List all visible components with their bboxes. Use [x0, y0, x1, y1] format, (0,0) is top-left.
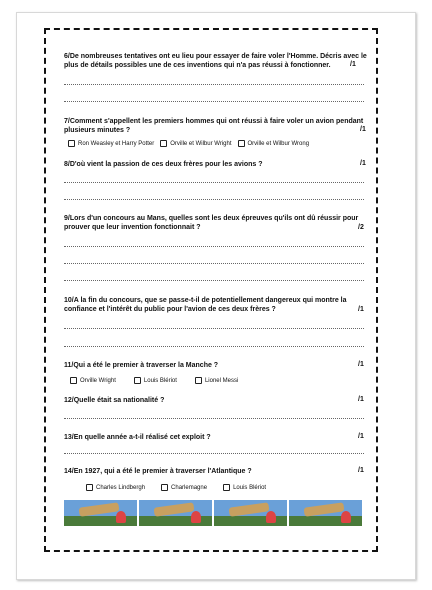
question-10: 10/A la fin du concours, que se passe-t-il de potentiellement dangereux qui montre la confiance et l'intérêt du public pour l'avion de ces deux frères ?: [64, 297, 347, 313]
option-7-1[interactable]: Ron Weasley et Harry Potter: [68, 140, 154, 147]
question-6: 6/De nombreuses tentatives ont eu lieu pour essayer de faire voler l'Homme. Décris avec le plus de détails possibles une de ces inventions qui n'a pas réussi à fonctionner.: [64, 53, 367, 69]
points-14: /1: [358, 467, 364, 474]
question-9: 9/Lors d'un concours au Mans, quelles sont les deux épreuves qu'ils ont dû réussir pour prouver que leur invention fonctionnait ?: [64, 215, 359, 231]
answer-line[interactable]: [64, 246, 364, 247]
question-11: 11/Qui a été le premier à traverser la Manche ?: [64, 362, 219, 369]
checkbox-icon[interactable]: [160, 140, 167, 147]
answer-line[interactable]: [64, 346, 364, 347]
points-11: /1: [358, 361, 364, 368]
question-13: 13/En quelle année a-t-il réalisé cet exploit ?: [64, 434, 211, 441]
checkbox-icon[interactable]: [134, 377, 141, 384]
points-13: /1: [358, 433, 364, 440]
answer-line[interactable]: [64, 84, 364, 85]
question-12: 12/Quelle était sa nationalité ?: [64, 397, 165, 404]
option-7-3[interactable]: Orville et Wilbur Wrong: [238, 140, 310, 147]
answer-line[interactable]: [64, 418, 364, 419]
points-12: /1: [358, 396, 364, 403]
option-7-2[interactable]: Orville et Wilbur Wright: [160, 140, 231, 147]
comic-illustration: [64, 500, 137, 526]
answer-line[interactable]: [64, 182, 364, 183]
checkbox-icon[interactable]: [68, 140, 75, 147]
comic-illustration: [289, 500, 362, 526]
illustration-strip: [64, 500, 362, 526]
option-11-3[interactable]: Lionel Messi: [195, 377, 238, 384]
comic-illustration: [214, 500, 287, 526]
options-14: [86, 484, 266, 491]
checkbox-icon[interactable]: [86, 484, 93, 491]
option-14-1[interactable]: Charles Lindbergh: [86, 484, 145, 491]
checkbox-icon[interactable]: [70, 377, 77, 384]
checkbox-icon[interactable]: [223, 484, 230, 491]
answer-line[interactable]: [64, 101, 364, 102]
comic-illustration: [139, 500, 212, 526]
option-14-2[interactable]: Charlemagne: [161, 484, 207, 491]
points-10: /1: [358, 306, 364, 313]
answer-line[interactable]: [64, 453, 364, 454]
options-7: [68, 140, 309, 147]
points-6: /1: [350, 61, 356, 68]
checkbox-icon[interactable]: [195, 377, 202, 384]
answer-line[interactable]: [64, 280, 364, 281]
points-7: /1: [360, 126, 366, 133]
answer-line[interactable]: [64, 199, 364, 200]
option-11-1[interactable]: Orville Wright: [70, 377, 116, 384]
question-14: 14/En 1927, qui a été le premier à traverser l'Atlantique ?: [64, 468, 252, 475]
points-9: /2: [358, 224, 364, 231]
checkbox-icon[interactable]: [161, 484, 168, 491]
question-7: 7/Comment s'appellent les premiers hommes qui ont réussi à faire voler un avion pendant plusieurs minutes ?: [64, 118, 364, 134]
options-11: [70, 377, 238, 384]
answer-line[interactable]: [64, 263, 364, 264]
points-8: /1: [360, 160, 366, 167]
option-11-2[interactable]: Louis Blériot: [134, 377, 177, 384]
checkbox-icon[interactable]: [238, 140, 245, 147]
question-8: 8/D'où vient la passion de ces deux frères pour les avions ?: [64, 161, 263, 168]
option-14-3[interactable]: Louis Blériot: [223, 484, 266, 491]
answer-line[interactable]: [64, 328, 364, 329]
